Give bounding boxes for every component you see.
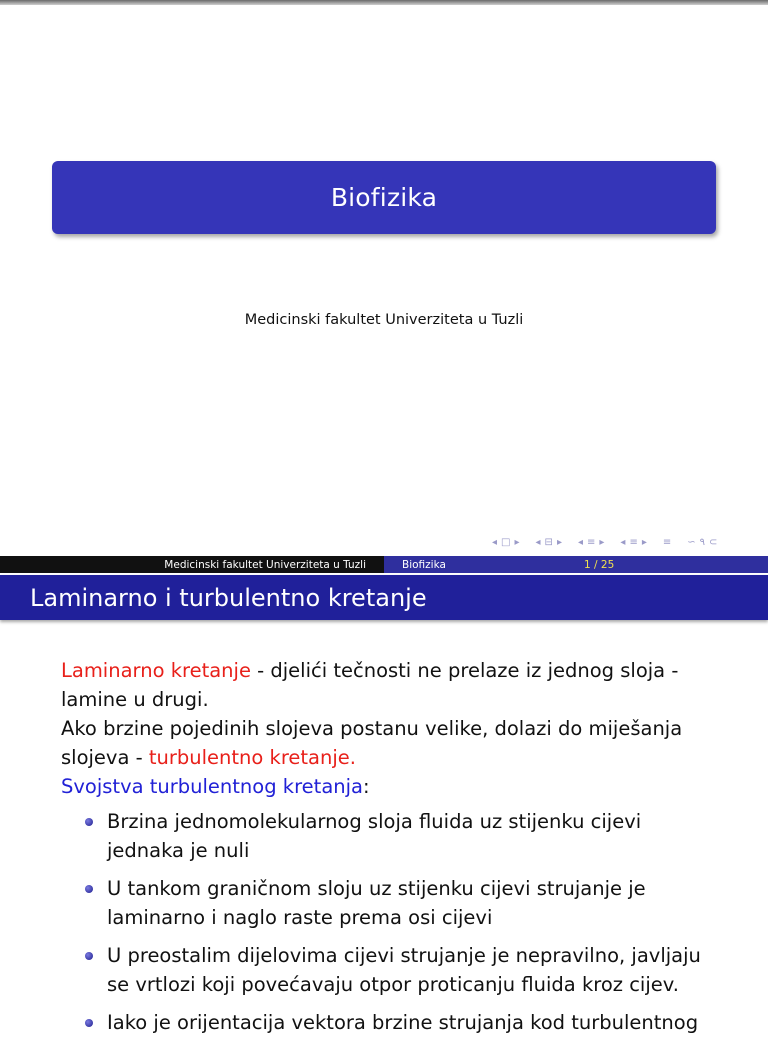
alert-laminarno-kretanje: Laminarno kretanje bbox=[61, 659, 251, 682]
frame-title: Laminarno i turbulentno kretanje bbox=[30, 583, 427, 612]
nav-forward-icon[interactable]: ⊂ bbox=[709, 537, 718, 548]
nav-frame-icon[interactable]: ⊟ bbox=[544, 537, 553, 548]
nav-slide-icon[interactable]: □ bbox=[501, 537, 511, 548]
footline-institute-box bbox=[0, 556, 384, 573]
slide-content bbox=[61, 656, 711, 1046]
nav-subsection-icon[interactable]: ≡ bbox=[587, 537, 596, 548]
presentation-title: Biofizika bbox=[330, 183, 438, 212]
alert-turbulentno-kretanje: turbulentno kretanje. bbox=[148, 746, 356, 769]
structure-svojstva: Svojstva turbulentnog kretanja bbox=[61, 775, 364, 798]
paragraph-laminar-text: - djelići tečnosti ne prelaze iz jednog sloja - lamine u drugi. bbox=[61, 659, 679, 711]
nav-prev-slide-icon[interactable]: ◂ bbox=[492, 537, 498, 548]
paragraph-turbulent bbox=[61, 714, 711, 772]
nav-prev-section-icon[interactable]: ◂ bbox=[620, 537, 626, 548]
nav-section-icon[interactable]: ≡ bbox=[629, 537, 638, 548]
nav-back-icon[interactable]: ∽ bbox=[687, 537, 696, 548]
bullet-ball-icon bbox=[85, 1019, 93, 1027]
page-top-edge bbox=[0, 0, 768, 5]
list-item-text: U tankom graničnom sloju uz stijenku cijevi strujanje je laminarno i naglo raste prema osi cijevi bbox=[107, 877, 646, 929]
footline-institute: Medicinski fakultet Univerziteta u Tuzli bbox=[164, 558, 366, 571]
footline-title-box bbox=[384, 556, 768, 573]
title-box bbox=[52, 161, 716, 234]
frame-title-bar bbox=[0, 575, 768, 620]
properties-list bbox=[61, 807, 711, 1037]
nav-next-frame-icon[interactable]: ▸ bbox=[556, 537, 562, 548]
nav-search-icon[interactable]: ۹ bbox=[699, 537, 706, 548]
bullet-ball-icon bbox=[85, 885, 93, 893]
footline-title: Biofizika bbox=[402, 558, 446, 571]
nav-next-slide-icon[interactable]: ▸ bbox=[514, 537, 520, 548]
list-item bbox=[61, 807, 711, 865]
nav-prev-frame-icon[interactable]: ◂ bbox=[535, 537, 541, 548]
bullet-ball-icon bbox=[85, 818, 93, 826]
footline-page-number: 1 / 25 bbox=[584, 558, 615, 571]
paragraph-laminar bbox=[61, 656, 711, 714]
list-item bbox=[61, 941, 711, 999]
list-item bbox=[61, 874, 711, 932]
bullet-ball-icon bbox=[85, 952, 93, 960]
beamer-navigation-symbols[interactable] bbox=[492, 535, 762, 551]
footline bbox=[0, 556, 768, 573]
nav-document-icon[interactable]: ≡ bbox=[662, 537, 672, 548]
list-item-text: U preostalim dijelovima cijevi strujanje je nepravilno, javljaju se vrtlozi koji povećavaju otpor proticanju fluida kroz cijev. bbox=[107, 944, 701, 996]
paragraph-turbulent-text: Ako brzine pojedinih slojeva postanu velike, dolazi do miješanja slojeva - bbox=[61, 717, 683, 769]
nav-prev-subsection-icon[interactable]: ◂ bbox=[577, 537, 583, 548]
nav-next-subsection-icon[interactable]: ▸ bbox=[599, 537, 605, 548]
institute-name: Medicinski fakultet Univerziteta u Tuzli bbox=[244, 312, 524, 328]
nav-next-section-icon[interactable]: ▸ bbox=[641, 537, 647, 548]
paragraph-properties bbox=[61, 772, 711, 801]
list-item-text: Iako je orijentacija vektora brzine strujanja kod turbulentnog bbox=[107, 1011, 699, 1034]
properties-colon: : bbox=[363, 775, 370, 798]
list-item-text: Brzina jednomolekularnog sloja fluida uz stijenku cijevi jednaka je nuli bbox=[107, 810, 642, 862]
list-item bbox=[61, 1008, 711, 1037]
